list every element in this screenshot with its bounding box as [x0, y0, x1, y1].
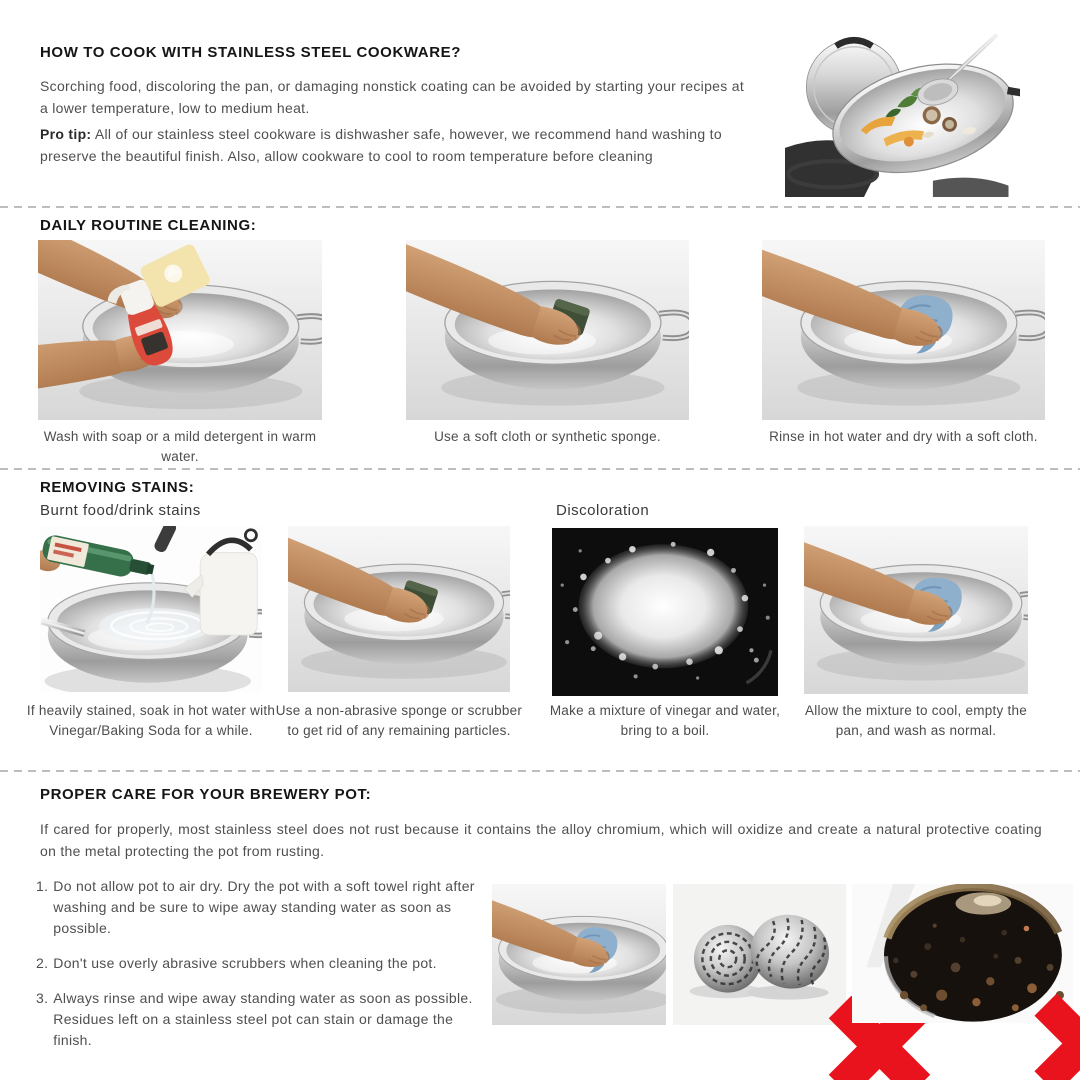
stains-step2-caption: Use a non-abrasive sponge or scrubber to get rid of any remaining particles.	[275, 703, 523, 738]
care-photo-burnt-pot-prohibited	[852, 884, 1073, 1023]
cook-intro-paragraph: Scorching food, discoloring the pan, or damaging nonstick coating can be avoided by starting your recipes at a lower temperature, low to medium heat.	[40, 78, 745, 116]
care-intro-paragraph: If cared for properly, most stainless steel does not rust because it contains the alloy chromium, which will oxidize and create a natural protective coating on the metal protecting the pot from rusting.	[40, 821, 1042, 859]
daily-step1-caption: Wash with soap or a mild detergent in warm water.	[43, 429, 317, 464]
daily-step3-caption: Rinse in hot water and dry with a soft cloth.	[769, 429, 1038, 444]
care-list-item-2	[36, 953, 488, 974]
section-title-how-to-cook: HOW TO COOK WITH STAINLESS STEEL COOKWARE?	[40, 44, 462, 61]
section-title-daily-cleaning: DAILY ROUTINE CLEANING:	[40, 217, 257, 234]
daily-step3-photo-cloth	[762, 240, 1045, 420]
care-instructions-list	[36, 876, 488, 1065]
stains-step1-caption: If heavily stained, soak in hot water with Vinegar/Baking Soda for a while.	[26, 703, 276, 738]
list-text: Don't use overly abrasive scrubbers when cleaning the pot.	[53, 955, 437, 971]
discoloration-step1-caption: Make a mixture of vinegar and water, bring to a boil.	[549, 703, 781, 738]
stains-step1-photo-soak	[40, 526, 262, 692]
section-title-proper-care: PROPER CARE FOR YOUR BREWERY POT:	[40, 786, 372, 803]
list-number: 1.	[36, 878, 49, 894]
list-text: Do not allow pot to air dry. Dry the pot with a soft towel right after washing and be sure to wipe away standing water as soon as possible.	[53, 878, 475, 936]
discoloration-label: Discoloration	[556, 502, 650, 519]
daily-step2-caption: Use a soft cloth or synthetic sponge.	[434, 429, 661, 444]
discoloration-photo-wipe	[804, 526, 1028, 694]
discoloration-photo-boiling	[552, 528, 778, 696]
care-photo-steel-wool-prohibited	[673, 884, 846, 1025]
wok-stirfry-photo	[785, 33, 1020, 197]
burnt-stains-label: Burnt food/drink stains	[40, 502, 201, 519]
care-list-item-1	[36, 876, 488, 939]
section-divider	[0, 468, 1080, 470]
discoloration-step2-caption: Allow the mixture to cool, empty the pan, and wash as normal.	[804, 703, 1028, 738]
section-title-removing-stains: REMOVING STAINS:	[40, 479, 195, 496]
prohibited-cross-icon	[974, 974, 1080, 1080]
section-divider	[0, 206, 1080, 208]
list-number: 2.	[36, 955, 49, 971]
daily-step1-photo-soap-wash	[38, 240, 322, 420]
stains-step2-photo-scrub	[288, 526, 510, 692]
list-number: 3.	[36, 990, 49, 1006]
section-divider	[0, 770, 1080, 772]
list-text: Always rinse and wipe away standing water as soon as possible. Residues left on a stainless steel pot can stain or damage the finish.	[53, 990, 473, 1048]
cook-pro-tip	[40, 124, 752, 167]
pro-tip-label: Pro tip:	[40, 126, 92, 142]
care-photo-dry-with-towel	[492, 884, 666, 1025]
care-list-item-3	[36, 988, 488, 1051]
pro-tip-text: All of our stainless steel cookware is dishwasher safe, however, we recommend hand washing to preserve the beautiful finish. Also, allow cookware to cool to room temperature before cleaning	[40, 126, 722, 164]
daily-step2-photo-sponge	[406, 240, 689, 420]
